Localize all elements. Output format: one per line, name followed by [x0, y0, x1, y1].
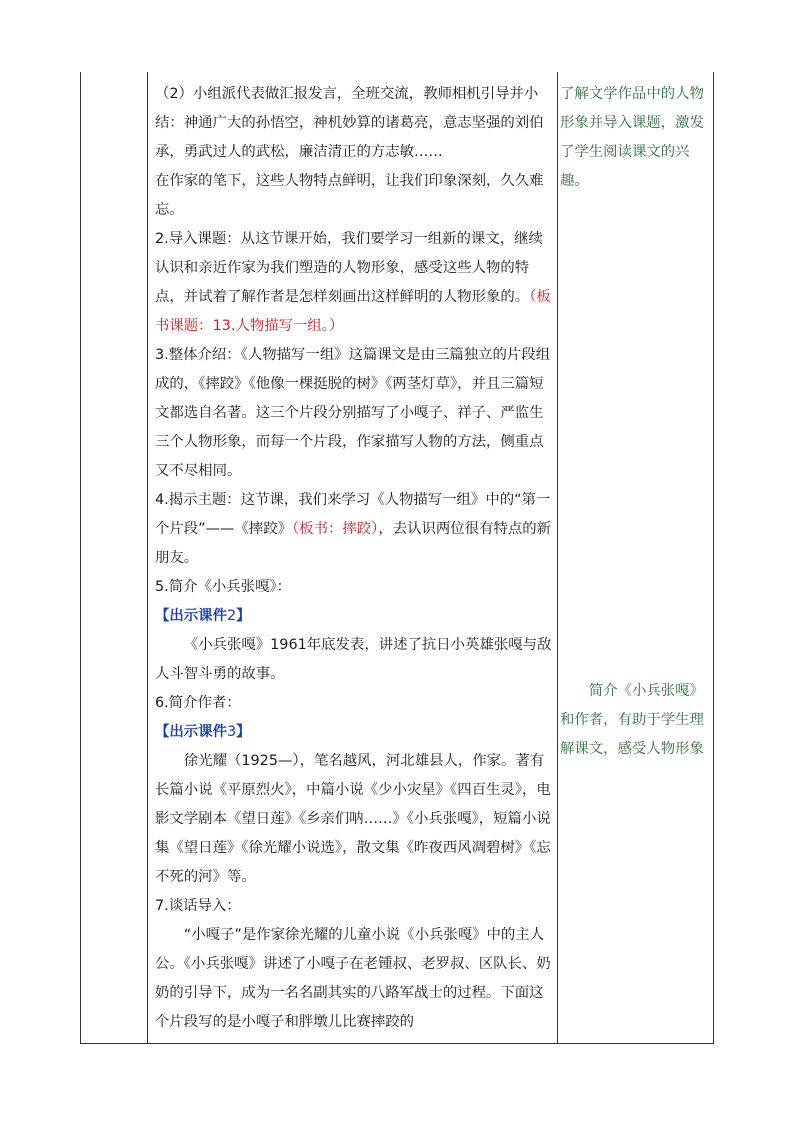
paragraph-intro-author: 6.简介作者： [155, 695, 241, 711]
paragraph-impression: 在作家的笔下，这些人物特点鲜明，让我们印象深刻，久久难忘。 [155, 173, 544, 218]
courseware-label-text: 【出示课件 [155, 608, 227, 624]
design-intent-column [558, 72, 715, 757]
paragraph-reveal-theme [155, 486, 553, 573]
paragraph-overview: 3.整体介绍：《人物描写一组》这篇课文是由三篇独立的片段组成的，《摔跤》《他像一棵挺脱的树》《两茎灯草》，并且三篇短文都选自名著。这三个片段分别描写了小嘎子、祥子、严监生三个人物形象，而每一个片段，作家描写人物的方法，侧重点又不尽相同。 [155, 347, 551, 479]
paragraph-group-report: （2）小组派代表做汇报发言，全班交流，教师相机引导并小结：神通广大的孙悟空，神机妙算的诸葛亮，意志坚强的刘伯承，勇武过人的武松，廉洁清正的方志敏…… [155, 86, 544, 160]
courseware-label-end: 】 [236, 608, 251, 624]
teaching-process-column [147, 72, 557, 1037]
reveal-theme-text: 4.揭示主题：这节课，我们来学习《人物描写一组》中的“第一个片段”——《摔跤》 [155, 492, 551, 537]
reveal-theme-end: ，去认识两位很有特点的新朋友。 [155, 521, 552, 566]
intro-topic-text: 2.导入课题：从这节课开始，我们要学习一组新的课文，继续认识和亲近作家为我们塑造的人物形象，感受这些人物的特点，并试着了解作者是怎样刻画出这样鲜明的人物形象的。 [155, 231, 543, 305]
paragraph-character-intro: “小嘎子”是作家徐光耀的儿童小说《小兵张嘎》中的主人公。《小兵张嘎》讲述了小嘎子在老锺叔、老罗叔、区队长、奶奶的引导下，成为一名名副其实的八路军战士的过程。下面这个片段写的是小嘎子和胖墩儿比赛摔跤的 [155, 927, 551, 1030]
courseware-number: 3 [226, 724, 237, 740]
courseware-label-text: 【出示课件 [155, 724, 227, 740]
column-divider-right [557, 72, 558, 1043]
courseware-number: 2 [226, 608, 237, 624]
board-note-wrestling: （板书：摔跤） [291, 521, 379, 537]
courseware-label-end: 】 [236, 724, 251, 740]
paragraph-intro-book: 5.简介《小兵张嘎》： [155, 579, 292, 595]
paragraph-intro-topic [155, 225, 553, 341]
board-title-note: （板书课题：13.人物描写一组。） [155, 289, 551, 334]
design-note-1: 了解文学作品中的人物形象并导入课题，激发了学生阅读课文的兴趣。 [560, 86, 704, 189]
lesson-table [80, 72, 714, 1044]
paragraph-book-summary: 《小兵张嘎》1961年底发表，讲述了抗日小英雄张嘎与敌人斗智斗勇的故事。 [155, 637, 552, 682]
design-note-2: 简介《小兵张嘎》和作者，有助于学生理解课文，感受人物形象 [560, 683, 704, 757]
courseware-2-label [155, 602, 553, 631]
paragraph-author-bio: 徐光耀（1925—），笔名越风，河北雄县人，作家。著有长篇小说《平原烈火》，中篇小说《少小灾星》《四百生灵》，电影文学剧本《望日莲》《乡亲们呐……》《小兵张嘎》，短篇小说集《望日莲》《徐光耀小说选》，散文集《昨夜西风凋碧树》《忘不死的河》等。 [155, 753, 551, 885]
paragraph-talk-intro: 7.谈话导入： [155, 898, 241, 914]
courseware-3-label [155, 718, 553, 747]
